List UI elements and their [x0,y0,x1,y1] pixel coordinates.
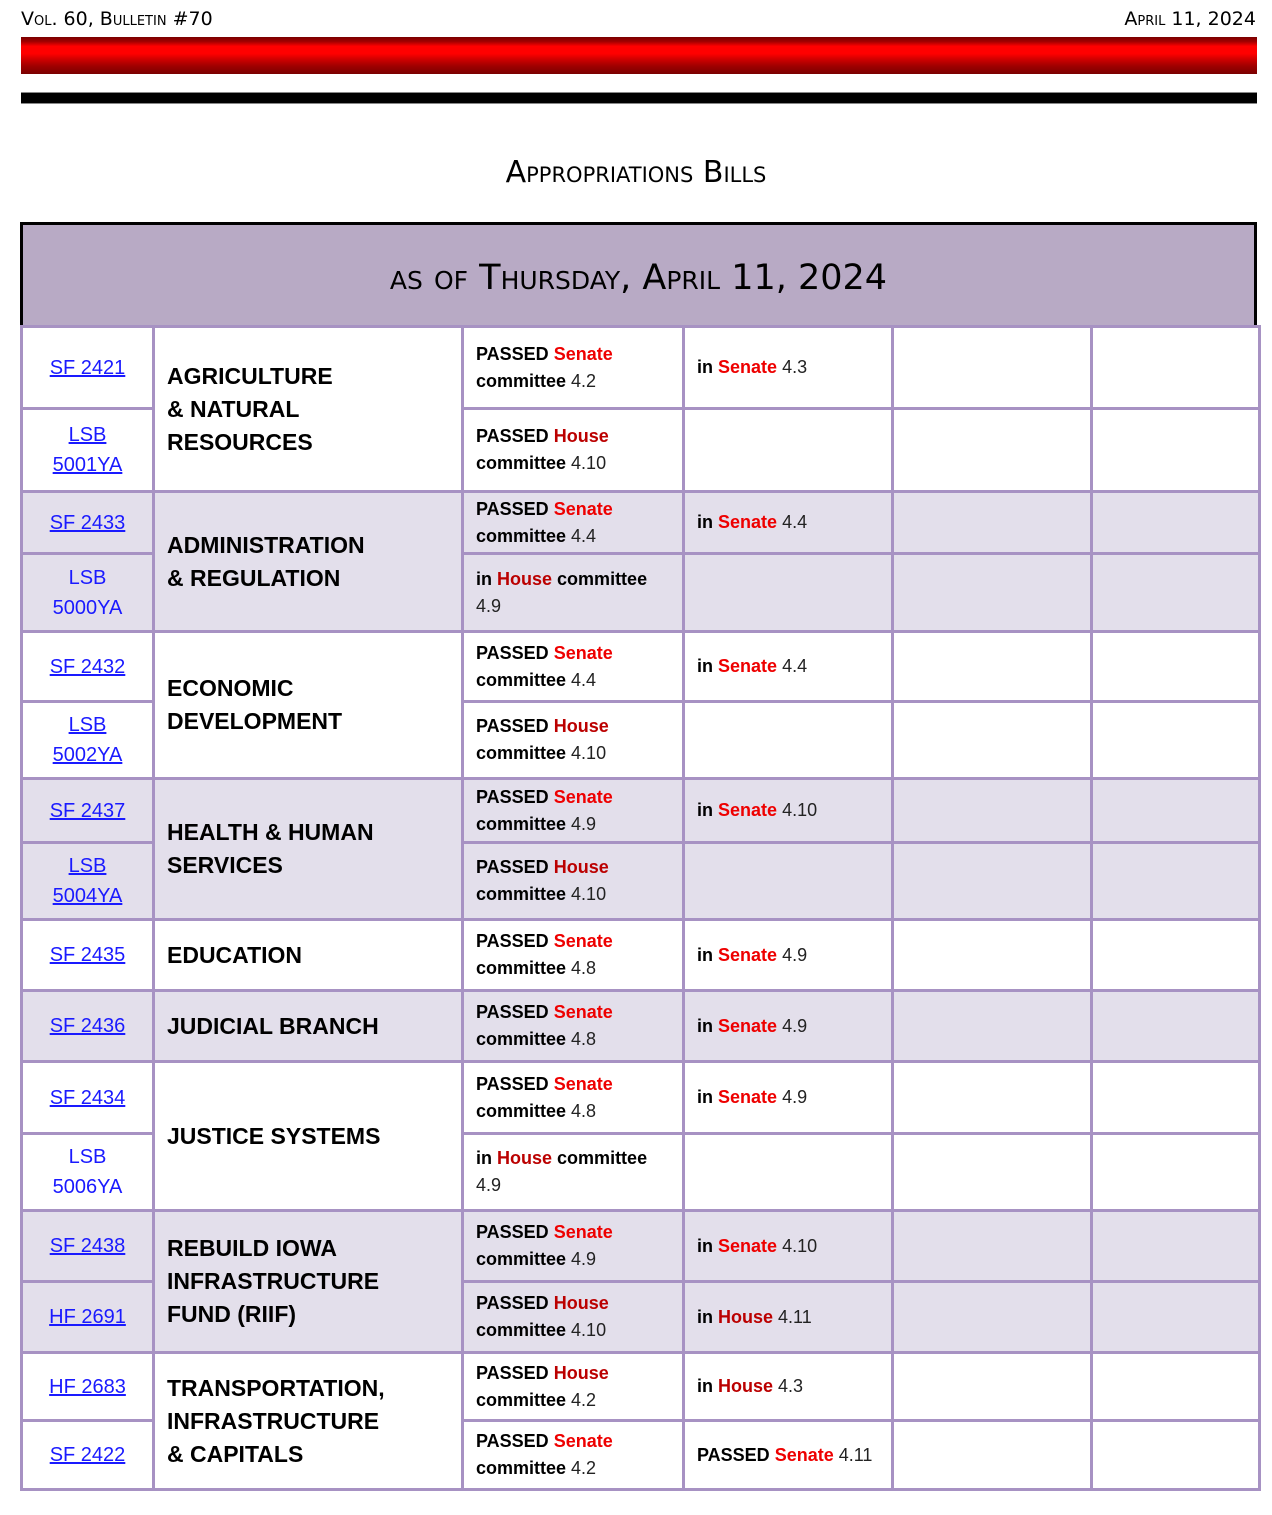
black-divider-bar [21,93,1257,103]
bill-number-cell [22,779,154,843]
status-lead: PASSED [476,1293,549,1313]
bill-link[interactable] [50,357,126,379]
empty-status-cell [1092,1282,1260,1353]
floor-status-cell [684,1282,893,1353]
status-lead: in [697,944,713,965]
status-tail: committee [476,743,567,763]
category-line: EDUCATION [167,941,303,968]
status-lead: in [697,1306,713,1327]
status-date: 4.4 [782,656,808,676]
floor-status-cell [684,779,893,843]
category-line: JUDICIAL BRANCH [167,1012,379,1039]
status-lead: PASSED [476,1222,549,1242]
status-date: 4.4 [571,669,597,690]
bill-number-cell [22,1134,154,1211]
status-date: 4.9 [782,944,808,965]
category-line: REBUILD IOWA [167,1235,337,1261]
bill-id-part: 5006YA [52,1176,123,1198]
empty-status-cell [893,554,1092,632]
bill-number-cell [22,554,154,632]
status-lead: PASSED [476,857,549,877]
bill-id-part: LSB [68,424,107,446]
bill-id-part: 5000YA [52,596,123,619]
bill-link[interactable] [49,1306,126,1328]
empty-status-cell [893,492,1092,554]
category-line: FUND (RIIF) [167,1301,297,1327]
status-lead: PASSED [476,716,549,736]
chamber-senate: Senate [553,1431,613,1451]
bill-id-part: 5004YA [52,885,123,907]
chamber-senate: Senate [553,1222,613,1242]
empty-status-cell [893,409,1092,492]
category-line: INFRASTRUCTURE [167,1407,380,1434]
status-date: 4.4 [571,525,597,546]
empty-status-cell [893,1421,1092,1490]
empty-status-cell [1092,1353,1260,1421]
status-lead: in [476,568,492,589]
floor-status-cell [684,554,893,632]
category-line: INFRASTRUCTURE [167,1268,380,1294]
bill-id-part: SF 2438 [49,1235,126,1257]
category-cell [154,1353,463,1490]
committee-status-cell [463,779,684,843]
status-lead: PASSED [476,1431,549,1451]
category-line: AGRICULTURE [167,362,333,389]
status-tail: committee [476,1249,567,1269]
status-tail: committee [476,669,567,690]
status-tail: committee [476,370,567,391]
empty-status-cell [893,1353,1092,1421]
category-line: TRANSPORTATION, [167,1374,385,1401]
floor-status-cell [684,409,893,492]
status-tail: committee [476,1320,567,1340]
status-tail: committee [476,958,567,978]
committee-status-cell [463,1062,684,1134]
category-line: DEVELOPMENT [167,708,343,734]
category-line: JUSTICE SYSTEMS [167,1122,381,1149]
floor-status-cell [684,1421,893,1490]
chamber-senate: Senate [553,1002,613,1022]
status-date: 4.10 [571,453,607,473]
table-row [22,632,1260,702]
status-tail: committee [557,568,648,589]
empty-status-cell [1092,1062,1260,1134]
status-date: 4.3 [782,357,808,377]
appropriations-bills-table [20,325,1261,1491]
committee-status-cell [463,327,684,409]
bill-id-part: LSB [68,1146,107,1168]
empty-status-cell [893,702,1092,779]
floor-status-cell [684,702,893,779]
empty-status-cell [1092,702,1260,779]
category-line: ECONOMIC [167,675,294,701]
empty-status-cell [893,327,1092,409]
status-lead: in [697,1235,713,1256]
empty-status-cell [893,843,1092,920]
bill-id-part: SF 2434 [49,1086,126,1109]
committee-status-cell [463,1421,684,1490]
bill-number-cell [22,991,154,1062]
status-date: 4.2 [571,370,597,391]
chamber-senate: Senate [718,1235,778,1256]
status-lead: PASSED [476,642,549,663]
status-date: 4.10 [782,1235,818,1256]
table-row [22,327,1260,409]
status-date: 4.8 [571,1029,597,1049]
floor-status-cell [684,1062,893,1134]
table-row [22,1211,1260,1282]
chamber-senate: Senate [553,498,613,519]
bill-link[interactable] [50,656,126,678]
status-lead: PASSED [476,498,549,519]
category-cell [154,632,463,779]
table-row [22,492,1260,554]
bill-number-cell [22,409,154,492]
bill-id-part: SF 2435 [49,944,126,966]
bill-link[interactable] [50,1444,126,1466]
status-date: 4.9 [476,1175,502,1195]
bill-id-part: 5001YA [52,454,123,476]
committee-status-cell [463,492,684,554]
floor-status-cell [684,843,893,920]
as-of-date-text: as of Thursday, April 11, 2024 [389,257,888,298]
committee-status-cell [463,920,684,991]
bill-number-cell [22,702,154,779]
committee-status-cell [463,1211,684,1282]
bill-number-cell [22,492,154,554]
bill-id-part: SF 2436 [49,1015,126,1037]
status-date: 4.8 [571,958,597,978]
empty-status-cell [1092,779,1260,843]
bill-link[interactable] [50,1235,126,1257]
category-cell [154,1211,463,1353]
category-cell [154,991,463,1062]
bill-id-part: HF 2691 [49,1306,126,1328]
bill-id-part: 5002YA [52,744,123,766]
chamber-senate: Senate [553,343,613,364]
empty-status-cell [1092,554,1260,632]
status-date: 4.9 [571,1249,597,1269]
chamber-senate: Senate [774,1444,834,1465]
committee-status-cell [463,843,684,920]
bill-number-cell [22,1353,154,1421]
page-title: Appropriations Bills [505,155,767,190]
status-lead: PASSED [476,426,549,446]
floor-status-cell [684,991,893,1062]
floor-status-cell [684,632,893,702]
empty-status-cell [1092,1134,1260,1211]
bill-link[interactable] [53,424,123,476]
bill-number-cell [22,1421,154,1490]
status-lead: PASSED [476,1362,549,1383]
category-cell [154,779,463,920]
red-header-bar [21,37,1257,74]
status-tail: committee [476,525,567,546]
committee-status-cell [463,554,684,632]
bill-number [53,1146,123,1198]
status-lead: in [697,512,713,532]
bill-number-cell [22,920,154,991]
status-tail: committee [476,1389,567,1410]
status-lead: PASSED [476,1073,549,1094]
status-date: 4.10 [571,884,607,904]
chamber-house: House [718,1376,774,1396]
empty-status-cell [1092,1211,1260,1282]
bill-number-cell [22,1062,154,1134]
status-date: 4.9 [782,1087,808,1107]
status-date: 4.10 [571,743,607,763]
committee-status-cell [463,632,684,702]
committee-status-cell [463,1134,684,1211]
committee-status-cell [463,991,684,1062]
chamber-house: House [553,1293,609,1313]
status-date: 4.9 [571,813,597,834]
table-row [22,920,1260,991]
status-date: 4.3 [778,1376,804,1396]
status-lead: in [697,1015,713,1036]
empty-status-cell [1092,632,1260,702]
status-tail: committee [557,1148,648,1168]
bill-number-cell [22,1211,154,1282]
bill-id-part: LSB [68,855,107,877]
empty-status-cell [893,632,1092,702]
table-row [22,1353,1260,1421]
status-date: 4.11 [838,1444,873,1465]
status-lead: in [697,800,713,820]
chamber-senate: Senate [718,944,778,965]
floor-status-cell [684,1211,893,1282]
status-date: 4.2 [571,1458,597,1478]
empty-status-cell [1092,409,1260,492]
status-date: 4.10 [782,800,818,820]
bill-link[interactable] [50,1087,126,1109]
bulletin-volume: Vol. 60, Bulletin #70 [21,8,213,30]
chamber-senate: Senate [553,1073,613,1094]
committee-status-cell [463,1353,684,1421]
committee-status-cell [463,702,684,779]
status-lead: in [476,1148,492,1168]
category-line: ADMINISTRATION [167,531,365,558]
committee-status-cell [463,1282,684,1353]
status-date: 4.4 [782,512,808,532]
status-lead: in [697,1087,713,1107]
chamber-senate: Senate [553,642,613,663]
bill-number-cell [22,327,154,409]
bill-id-part: SF 2433 [49,511,126,534]
committee-status-cell [463,409,684,492]
category-line: & NATURAL RESOURCES [167,395,313,455]
empty-status-cell [893,920,1092,991]
empty-status-cell [1092,1421,1260,1490]
empty-status-cell [893,1134,1092,1211]
empty-status-cell [1092,843,1260,920]
category-cell [154,492,463,632]
bill-id-part: HF 2683 [49,1375,126,1398]
empty-status-cell [893,991,1092,1062]
empty-status-cell [1092,492,1260,554]
category-cell [154,327,463,492]
status-lead: in [697,357,713,377]
bill-link[interactable] [53,855,123,907]
status-date: 4.9 [476,595,502,616]
category-cell [154,1062,463,1211]
bill-link[interactable] [49,1376,126,1398]
empty-status-cell [893,1211,1092,1282]
as-of-date-banner [20,222,1257,326]
chamber-house: House [553,1362,609,1383]
status-date: 4.2 [571,1389,597,1410]
bill-link[interactable] [50,1015,126,1037]
status-lead: PASSED [476,931,549,951]
bill-link[interactable] [53,714,123,766]
bill-number [53,567,123,619]
chamber-house: House [553,857,609,877]
chamber-house: House [553,426,609,446]
category-line: & REGULATION [167,564,341,591]
empty-status-cell [893,1062,1092,1134]
chamber-house: House [718,1306,774,1327]
bill-id-part: SF 2422 [49,1444,126,1466]
status-tail: committee [476,813,567,834]
status-tail: committee [476,1458,567,1478]
chamber-senate: Senate [553,931,613,951]
bill-number-cell [22,1282,154,1353]
floor-status-cell [684,1134,893,1211]
bill-id-part: SF 2437 [49,799,126,822]
status-lead: PASSED [476,1002,549,1022]
bill-id-part: LSB [68,714,107,736]
category-cell [154,920,463,991]
chamber-senate: Senate [718,512,778,532]
bill-link[interactable] [50,800,126,822]
floor-status-cell [684,920,893,991]
chamber-house: House [497,568,553,589]
bill-link[interactable] [50,512,126,534]
bulletin-date: April 11, 2024 [1124,8,1256,30]
chamber-senate: Senate [718,357,778,377]
status-lead: PASSED [476,786,549,807]
table-row [22,779,1260,843]
empty-status-cell [1092,920,1260,991]
status-tail: committee [476,453,567,473]
chamber-house: House [553,716,609,736]
status-lead: PASSED [476,343,549,364]
status-date: 4.9 [782,1015,808,1036]
chamber-senate: Senate [718,1015,778,1036]
empty-status-cell [893,1282,1092,1353]
category-line: HEALTH & HUMAN [167,819,374,845]
status-lead: PASSED [697,1444,770,1465]
category-line: & CAPITALS [167,1440,304,1467]
status-lead: in [697,656,713,676]
status-date: 4.11 [778,1306,812,1327]
bill-id-part: SF 2421 [49,356,126,379]
chamber-house: House [497,1148,553,1168]
status-tail: committee [476,1100,567,1121]
status-tail: committee [476,1029,567,1049]
empty-status-cell [1092,327,1260,409]
status-date: 4.10 [571,1320,607,1340]
status-tail: committee [476,884,567,904]
bill-id-part: LSB [68,566,107,589]
status-lead: in [697,1376,713,1396]
bill-number-cell [22,632,154,702]
chamber-senate: Senate [553,786,613,807]
category-line: SERVICES [167,852,283,878]
chamber-senate: Senate [718,1087,778,1107]
table-row [22,1062,1260,1134]
bill-link[interactable] [50,944,126,966]
empty-status-cell [893,779,1092,843]
empty-status-cell [1092,991,1260,1062]
table-row [22,991,1260,1062]
chamber-senate: Senate [718,656,778,676]
floor-status-cell [684,1353,893,1421]
bill-number-cell [22,843,154,920]
chamber-senate: Senate [718,800,778,820]
bill-id-part: SF 2432 [49,655,126,678]
floor-status-cell [684,327,893,409]
floor-status-cell [684,492,893,554]
status-date: 4.8 [571,1100,597,1121]
